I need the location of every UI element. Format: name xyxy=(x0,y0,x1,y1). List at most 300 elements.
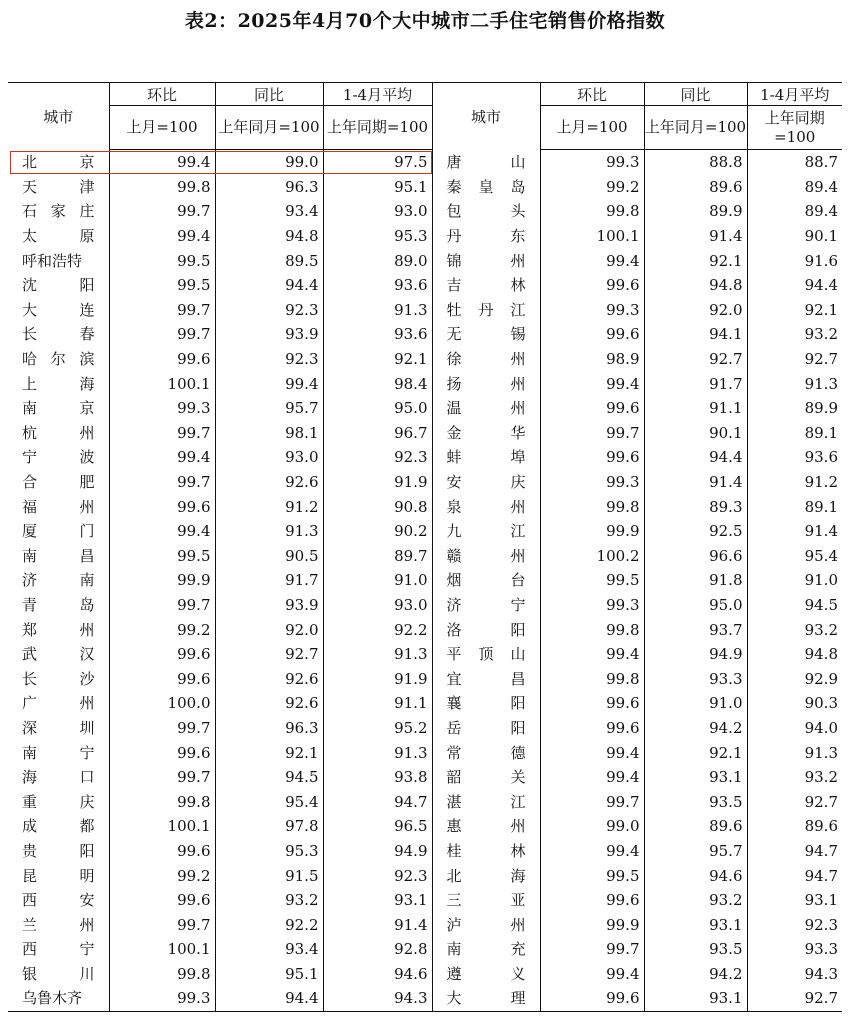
city-name xyxy=(8,470,109,495)
city-name-text: 泸 州 xyxy=(446,915,526,934)
table-row xyxy=(8,396,842,421)
city-name xyxy=(8,716,109,741)
avg-base-left: 上年同期=100 xyxy=(323,106,432,150)
mom-value: 99.2 xyxy=(540,175,644,200)
table-row xyxy=(8,691,842,716)
table-row xyxy=(8,839,842,864)
yoy-value: 93.9 xyxy=(215,322,323,347)
city-name xyxy=(432,765,540,790)
city-name-text: 遵 义 xyxy=(446,964,526,983)
city-name xyxy=(432,470,540,495)
mom-value: 100.1 xyxy=(540,224,644,249)
city-name xyxy=(8,224,109,249)
mom-value: 99.2 xyxy=(109,617,215,642)
city-name-text: 秦 皇 岛 xyxy=(446,177,526,196)
avg-value: 91.4 xyxy=(747,519,842,544)
mom-value: 99.7 xyxy=(109,322,215,347)
table-row xyxy=(8,666,842,691)
avg-value: 96.5 xyxy=(323,814,432,839)
city-name-text: 唐 山 xyxy=(446,153,526,172)
avg-value: 91.3 xyxy=(747,371,842,396)
city-header-left: 城市 xyxy=(8,83,109,150)
mom-value: 99.6 xyxy=(540,986,644,1011)
city-name-text: 西 宁 xyxy=(22,940,95,959)
city-name-text: 惠 州 xyxy=(446,817,526,836)
city-name xyxy=(8,986,109,1011)
avg-value: 91.3 xyxy=(747,740,842,765)
table-row xyxy=(8,888,842,913)
table-row xyxy=(8,814,842,839)
yoy-value: 99.4 xyxy=(215,371,323,396)
city-name-text: 上 海 xyxy=(22,374,95,393)
city-name xyxy=(8,199,109,224)
city-name xyxy=(8,298,109,323)
city-name-text: 广 州 xyxy=(22,694,95,713)
city-name xyxy=(8,494,109,519)
city-name xyxy=(8,593,109,618)
city-name-text: 金 华 xyxy=(446,423,526,442)
city-name-text: 昆 明 xyxy=(22,866,95,885)
mom-value: 99.3 xyxy=(540,298,644,323)
city-name xyxy=(432,322,540,347)
city-name-text: 北 京 xyxy=(22,153,95,172)
mom-value: 99.7 xyxy=(540,937,644,962)
mom-value: 99.7 xyxy=(540,421,644,446)
avg-header-left: 1-4月平均 xyxy=(323,83,432,106)
city-name-text: 吉 林 xyxy=(446,276,526,295)
yoy-value: 94.4 xyxy=(215,986,323,1011)
table-row xyxy=(8,224,842,249)
yoy-value: 94.8 xyxy=(644,273,747,298)
avg-value: 91.4 xyxy=(323,912,432,937)
city-name-text: 徐 州 xyxy=(446,350,526,369)
city-name xyxy=(8,421,109,446)
avg-value: 92.7 xyxy=(747,986,842,1011)
yoy-base-right: 上年同月=100 xyxy=(644,106,747,150)
mom-value: 99.9 xyxy=(540,519,644,544)
yoy-value: 93.1 xyxy=(644,986,747,1011)
mom-value: 99.3 xyxy=(540,593,644,618)
yoy-value: 94.4 xyxy=(644,445,747,470)
table-row xyxy=(8,494,842,519)
yoy-value: 93.4 xyxy=(215,937,323,962)
mom-value: 99.5 xyxy=(109,248,215,273)
yoy-value: 91.7 xyxy=(644,371,747,396)
yoy-value: 91.8 xyxy=(644,568,747,593)
avg-value: 92.9 xyxy=(747,666,842,691)
mom-value: 99.6 xyxy=(540,888,644,913)
yoy-value: 90.1 xyxy=(644,421,747,446)
mom-value: 99.2 xyxy=(109,863,215,888)
city-name-text: 石 家 庄 xyxy=(22,202,95,221)
mom-base-left: 上月=100 xyxy=(109,106,215,150)
avg-value: 91.0 xyxy=(747,568,842,593)
city-name xyxy=(8,175,109,200)
city-name xyxy=(8,789,109,814)
avg-value: 93.8 xyxy=(323,765,432,790)
city-name-text: 蚌 埠 xyxy=(446,448,526,467)
avg-value: 94.5 xyxy=(747,593,842,618)
mom-value: 99.6 xyxy=(540,445,644,470)
mom-value: 99.6 xyxy=(540,322,644,347)
avg-value: 94.3 xyxy=(323,986,432,1011)
mom-value: 99.5 xyxy=(109,273,215,298)
table-row xyxy=(8,568,842,593)
yoy-value: 93.0 xyxy=(215,445,323,470)
avg-value: 94.7 xyxy=(747,863,842,888)
city-name-text: 重 庆 xyxy=(22,792,95,811)
city-name-text: 合 肥 xyxy=(22,473,95,492)
yoy-value: 93.2 xyxy=(215,888,323,913)
city-name xyxy=(432,937,540,962)
city-name-text: 湛 江 xyxy=(446,792,526,811)
city-name xyxy=(432,396,540,421)
avg-value: 95.0 xyxy=(323,396,432,421)
city-name-text: 洛 阳 xyxy=(446,620,526,639)
avg-value: 98.4 xyxy=(323,371,432,396)
avg-value: 93.2 xyxy=(747,765,842,790)
mom-value: 99.4 xyxy=(540,642,644,667)
city-name-text: 哈 尔 滨 xyxy=(22,350,95,369)
yoy-value: 89.6 xyxy=(644,814,747,839)
mom-value: 99.0 xyxy=(540,814,644,839)
mom-value: 99.3 xyxy=(540,470,644,495)
city-name-text: 厦 门 xyxy=(22,522,95,541)
mom-value: 99.4 xyxy=(540,740,644,765)
city-name xyxy=(8,765,109,790)
city-name xyxy=(432,568,540,593)
city-name-text: 海 口 xyxy=(22,768,95,787)
table-row xyxy=(8,765,842,790)
table-row xyxy=(8,421,842,446)
city-name-text: 济 宁 xyxy=(446,595,526,614)
yoy-value: 94.6 xyxy=(644,863,747,888)
mom-value: 99.6 xyxy=(109,740,215,765)
city-name xyxy=(432,986,540,1011)
avg-value: 94.8 xyxy=(747,642,842,667)
yoy-value: 98.1 xyxy=(215,421,323,446)
avg-base-right: 上年同期=100 xyxy=(747,106,842,150)
city-name xyxy=(432,519,540,544)
city-name xyxy=(8,544,109,569)
avg-value: 94.0 xyxy=(747,716,842,741)
mom-value: 99.6 xyxy=(109,347,215,372)
mom-value: 99.6 xyxy=(540,396,644,421)
city-name xyxy=(8,962,109,987)
avg-value: 92.1 xyxy=(747,298,842,323)
yoy-value: 95.3 xyxy=(215,839,323,864)
avg-value: 89.7 xyxy=(323,544,432,569)
city-name xyxy=(8,150,109,175)
price-index-table xyxy=(8,82,842,1012)
mom-value: 99.8 xyxy=(540,494,644,519)
city-name xyxy=(432,544,540,569)
avg-value: 93.0 xyxy=(323,593,432,618)
table-row xyxy=(8,716,842,741)
avg-value: 94.4 xyxy=(747,273,842,298)
city-name-text: 济 南 xyxy=(22,571,95,590)
city-name xyxy=(432,863,540,888)
table-row xyxy=(8,371,842,396)
city-name xyxy=(432,716,540,741)
city-name xyxy=(8,568,109,593)
yoy-value: 92.1 xyxy=(644,740,747,765)
city-name-text: 襄 阳 xyxy=(446,694,526,713)
yoy-value: 96.3 xyxy=(215,716,323,741)
table-row xyxy=(8,789,842,814)
city-name xyxy=(432,593,540,618)
avg-value: 89.6 xyxy=(747,814,842,839)
table-body xyxy=(8,150,842,1012)
city-name-text: 太 原 xyxy=(22,227,95,246)
yoy-value: 91.4 xyxy=(644,470,747,495)
mom-value: 99.4 xyxy=(109,224,215,249)
mom-value: 99.6 xyxy=(540,273,644,298)
yoy-value: 94.8 xyxy=(215,224,323,249)
city-header-right: 城市 xyxy=(432,83,540,150)
city-name xyxy=(8,642,109,667)
mom-value: 99.6 xyxy=(109,839,215,864)
table-row xyxy=(8,863,842,888)
table-row xyxy=(8,470,842,495)
table-row xyxy=(8,937,842,962)
table-row xyxy=(8,175,842,200)
avg-value: 94.7 xyxy=(323,789,432,814)
yoy-value: 92.0 xyxy=(644,298,747,323)
city-name xyxy=(432,175,540,200)
avg-value: 89.1 xyxy=(747,421,842,446)
avg-value: 95.4 xyxy=(747,544,842,569)
yoy-value: 92.6 xyxy=(215,666,323,691)
avg-value: 95.1 xyxy=(323,175,432,200)
avg-value: 97.5 xyxy=(323,150,432,175)
city-name-text: 天 津 xyxy=(22,177,95,196)
city-name-text: 长 春 xyxy=(22,325,95,344)
table-row xyxy=(8,347,842,372)
mom-value: 99.6 xyxy=(540,716,644,741)
city-name-text: 三 亚 xyxy=(446,891,526,910)
city-name xyxy=(432,888,540,913)
city-name-text: 福 州 xyxy=(22,497,95,516)
city-name-text: 岳 阳 xyxy=(446,718,526,737)
mom-value: 99.6 xyxy=(109,494,215,519)
avg-value: 91.0 xyxy=(323,568,432,593)
table-row xyxy=(8,322,842,347)
avg-value: 92.7 xyxy=(747,347,842,372)
city-name xyxy=(8,691,109,716)
mom-base-right: 上月=100 xyxy=(540,106,644,150)
yoy-header-right: 同比 xyxy=(644,83,747,106)
mom-value: 99.6 xyxy=(540,691,644,716)
city-name-text: 银 川 xyxy=(22,964,95,983)
yoy-value: 92.2 xyxy=(215,912,323,937)
yoy-value: 96.3 xyxy=(215,175,323,200)
city-name xyxy=(432,839,540,864)
mom-value: 99.7 xyxy=(109,470,215,495)
yoy-value: 91.3 xyxy=(215,519,323,544)
city-name-text: 沈 阳 xyxy=(22,276,95,295)
table-row xyxy=(8,642,842,667)
mom-header-left: 环比 xyxy=(109,83,215,106)
city-name-text: 大 连 xyxy=(22,300,95,319)
table-row xyxy=(8,519,842,544)
city-name-text: 青 岛 xyxy=(22,595,95,614)
mom-value: 99.7 xyxy=(109,593,215,618)
mom-value: 99.4 xyxy=(109,150,215,175)
city-name-text: 西 安 xyxy=(22,891,95,910)
city-name-text: 杭 州 xyxy=(22,423,95,442)
avg-value: 91.6 xyxy=(747,248,842,273)
yoy-value: 94.1 xyxy=(644,322,747,347)
mom-value: 99.4 xyxy=(540,371,644,396)
yoy-value: 93.4 xyxy=(215,199,323,224)
table-row xyxy=(8,593,842,618)
yoy-value: 95.4 xyxy=(215,789,323,814)
mom-value: 99.7 xyxy=(109,421,215,446)
avg-value: 89.9 xyxy=(747,396,842,421)
mom-value: 99.5 xyxy=(109,544,215,569)
avg-value: 93.2 xyxy=(747,617,842,642)
mom-value: 99.7 xyxy=(109,912,215,937)
yoy-value: 96.6 xyxy=(644,544,747,569)
yoy-value: 91.7 xyxy=(215,568,323,593)
city-name xyxy=(8,445,109,470)
yoy-value: 89.3 xyxy=(644,494,747,519)
city-name-text: 宜 昌 xyxy=(446,669,526,688)
yoy-value: 93.5 xyxy=(644,789,747,814)
city-name-text: 成 都 xyxy=(22,817,95,836)
avg-header-right: 1-4月平均 xyxy=(747,83,842,106)
table-row xyxy=(8,962,842,987)
city-name-text: 常 德 xyxy=(446,743,526,762)
table-row xyxy=(8,740,842,765)
yoy-value: 88.8 xyxy=(644,150,747,175)
avg-value: 93.1 xyxy=(323,888,432,913)
avg-value: 89.0 xyxy=(323,248,432,273)
avg-value: 91.9 xyxy=(323,470,432,495)
city-name xyxy=(8,863,109,888)
city-name-text: 包 头 xyxy=(446,202,526,221)
city-name-text: 乌鲁木齐 xyxy=(22,989,83,1008)
city-name xyxy=(8,740,109,765)
city-name xyxy=(432,740,540,765)
city-name xyxy=(8,347,109,372)
yoy-value: 93.1 xyxy=(644,765,747,790)
yoy-value: 92.7 xyxy=(215,642,323,667)
avg-value: 91.3 xyxy=(323,298,432,323)
avg-value: 93.6 xyxy=(323,273,432,298)
mom-value: 99.4 xyxy=(540,765,644,790)
city-name-text: 长 沙 xyxy=(22,669,95,688)
avg-value: 94.7 xyxy=(747,839,842,864)
mom-value: 99.8 xyxy=(540,617,644,642)
avg-value: 92.3 xyxy=(323,445,432,470)
city-name xyxy=(8,937,109,962)
mom-value: 99.7 xyxy=(540,789,644,814)
city-name xyxy=(8,322,109,347)
avg-value: 91.3 xyxy=(323,642,432,667)
avg-value: 89.1 xyxy=(747,494,842,519)
yoy-value: 95.0 xyxy=(644,593,747,618)
city-name-text: 九 江 xyxy=(446,522,526,541)
avg-value: 95.2 xyxy=(323,716,432,741)
city-name-text: 温 州 xyxy=(446,399,526,418)
city-name xyxy=(432,691,540,716)
mom-value: 99.6 xyxy=(109,666,215,691)
yoy-value: 94.2 xyxy=(644,962,747,987)
mom-value: 100.1 xyxy=(109,814,215,839)
avg-value: 93.6 xyxy=(747,445,842,470)
avg-value: 91.3 xyxy=(323,740,432,765)
city-name-text: 兰 州 xyxy=(22,915,95,934)
mom-header-right: 环比 xyxy=(540,83,644,106)
yoy-value: 94.9 xyxy=(644,642,747,667)
city-name xyxy=(432,273,540,298)
avg-value: 92.7 xyxy=(747,789,842,814)
city-name xyxy=(432,912,540,937)
city-name-text: 锦 州 xyxy=(446,251,526,270)
avg-value: 92.2 xyxy=(323,617,432,642)
avg-value: 94.9 xyxy=(323,839,432,864)
avg-value: 89.4 xyxy=(747,199,842,224)
city-name-text: 郑 州 xyxy=(22,620,95,639)
mom-value: 99.3 xyxy=(109,986,215,1011)
yoy-value: 94.4 xyxy=(215,273,323,298)
mom-value: 99.6 xyxy=(109,888,215,913)
city-name-text: 烟 台 xyxy=(446,571,526,590)
yoy-value: 92.1 xyxy=(215,740,323,765)
mom-value: 99.9 xyxy=(109,568,215,593)
mom-value: 99.7 xyxy=(109,716,215,741)
mom-value: 99.3 xyxy=(109,396,215,421)
city-name xyxy=(432,371,540,396)
avg-value: 95.3 xyxy=(323,224,432,249)
yoy-value: 95.7 xyxy=(644,839,747,864)
mom-value: 99.5 xyxy=(540,568,644,593)
city-name-text: 丹 东 xyxy=(446,227,526,246)
avg-value: 93.0 xyxy=(323,199,432,224)
mom-value: 98.9 xyxy=(540,347,644,372)
city-name xyxy=(432,445,540,470)
yoy-value: 92.0 xyxy=(215,617,323,642)
table-row xyxy=(8,150,842,175)
city-name-text: 深 圳 xyxy=(22,718,95,737)
mom-value: 99.7 xyxy=(109,765,215,790)
mom-value: 99.5 xyxy=(540,863,644,888)
mom-value: 99.7 xyxy=(109,199,215,224)
mom-value: 99.4 xyxy=(540,962,644,987)
yoy-value: 89.9 xyxy=(644,199,747,224)
city-name-text: 赣 州 xyxy=(446,546,526,565)
table-row xyxy=(8,544,842,569)
city-name-text: 桂 林 xyxy=(446,841,526,860)
city-name-text: 平 顶 山 xyxy=(446,645,526,664)
avg-value: 91.2 xyxy=(747,470,842,495)
city-name xyxy=(432,224,540,249)
city-name xyxy=(432,962,540,987)
city-name xyxy=(8,273,109,298)
yoy-value: 92.3 xyxy=(215,347,323,372)
city-name-text: 扬 州 xyxy=(446,374,526,393)
yoy-value: 91.5 xyxy=(215,863,323,888)
yoy-value: 93.7 xyxy=(644,617,747,642)
avg-value: 92.3 xyxy=(747,912,842,937)
mom-value: 99.7 xyxy=(109,298,215,323)
mom-value: 99.8 xyxy=(540,199,644,224)
table-row xyxy=(8,199,842,224)
yoy-value: 90.5 xyxy=(215,544,323,569)
city-name-text: 呼和浩特 xyxy=(22,251,83,270)
